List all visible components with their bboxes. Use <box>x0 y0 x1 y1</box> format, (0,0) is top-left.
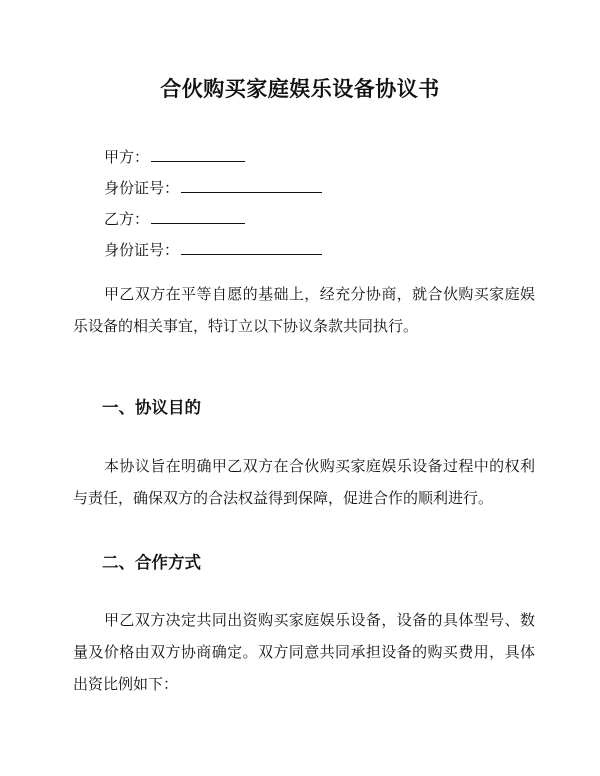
section-heading-purpose: 一、协议目的 <box>102 398 201 417</box>
party-b-id-blank[interactable] <box>181 239 322 255</box>
intro-paragraph: 甲乙双方在平等自愿的基础上，经充分协商，就合伙购买家庭娱乐设备的相关事宜，特订立以下协议条款共同执行。 <box>73 285 535 335</box>
party-a-id-blank[interactable] <box>181 177 322 193</box>
party-a-field <box>104 146 245 167</box>
party-a-id-field <box>104 177 322 198</box>
party-b-label: 乙方： <box>104 210 150 228</box>
section-body-purpose: 本协议旨在明确甲乙双方在合伙购买家庭娱乐设备过程中的权利与责任，确保双方的合法权益得到保障，促进合作的顺利进行。 <box>73 457 535 507</box>
party-b-id-field <box>104 239 322 260</box>
party-a-id-label: 身份证号： <box>104 179 180 197</box>
document-title: 合伙购买家庭娱乐设备协议书 <box>160 77 440 101</box>
party-a-label: 甲方： <box>104 148 150 166</box>
party-a-blank[interactable] <box>151 146 245 162</box>
party-b-id-label: 身份证号： <box>104 241 180 259</box>
party-b-field <box>104 208 245 229</box>
section-heading-cooperation: 二、合作方式 <box>102 553 201 572</box>
party-b-blank[interactable] <box>151 208 245 224</box>
section-body-cooperation: 甲乙双方决定共同出资购买家庭娱乐设备，设备的具体型号、数量及价格由双方协商确定。双方同意共同承担设备的购买费用，具体出资比例如下： <box>73 611 535 693</box>
